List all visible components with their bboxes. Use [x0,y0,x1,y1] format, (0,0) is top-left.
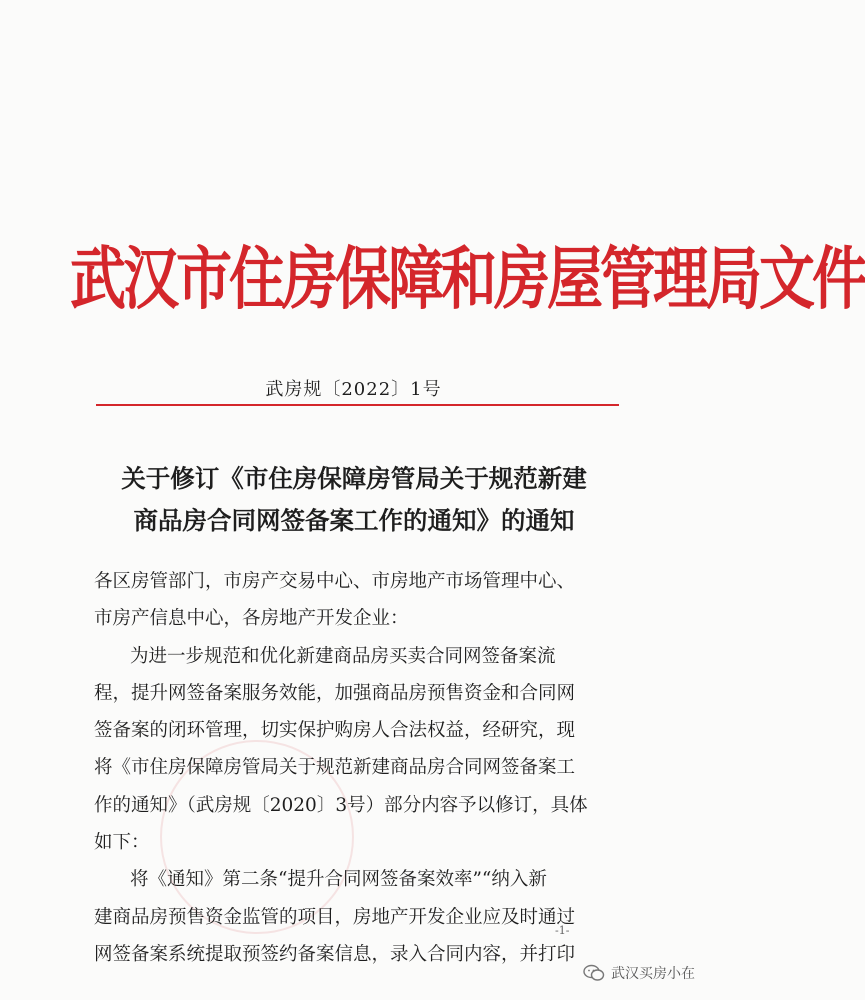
body-line: 程，提升网签备案服务效能，加强商品房预售资金和合同网 [94,682,576,704]
notice-title-line: 关于修订《市住房保障房管局关于规范新建 [121,464,587,493]
document-number: 武房规〔2022〕1号 [265,379,442,400]
notice-body [94,563,614,973]
notice-title [80,458,628,542]
issuing-authority-title: 武汉市住房保障和房屋管理局文件 [70,240,865,320]
wechat-icon [583,964,605,982]
body-line: 作的通知》（武房规〔2020〕3号）部分内容予以修订，具体 [94,794,588,816]
red-divider-line [96,404,619,406]
body-line: 签备案的闭环管理，切实保护购房人合法权益，经研究，现 [94,720,576,742]
body-line: 将《通知》第二条“提升合同网签备案效率”“纳入新 [130,869,547,891]
body-line: 市房产信息中心，各房地产开发企业： [94,608,409,630]
body-line: 网签备案系统提取预签约备案信息，录入合同内容，并打印 [94,943,576,965]
body-line: 如下： [94,832,150,854]
notice-title-line: 商品房合同网签备案工作的通知》的通知 [133,506,575,535]
body-line: 建商品房预售资金监管的项目，房地产开发企业应及时通过 [94,906,576,928]
wechat-watermark [583,963,695,983]
watermark-text: 武汉买房小在 [611,966,695,982]
body-line: 为进一步规范和优化新建商品房买卖合同网签备案流 [130,645,556,667]
page-number: -1- [555,924,570,937]
body-line: 各区房管部门，市房产交易中心、市房地产市场管理中心、 [94,571,576,592]
body-line: 将《市住房保障房管局关于规范新建商品房合同网签备案工 [94,757,576,779]
